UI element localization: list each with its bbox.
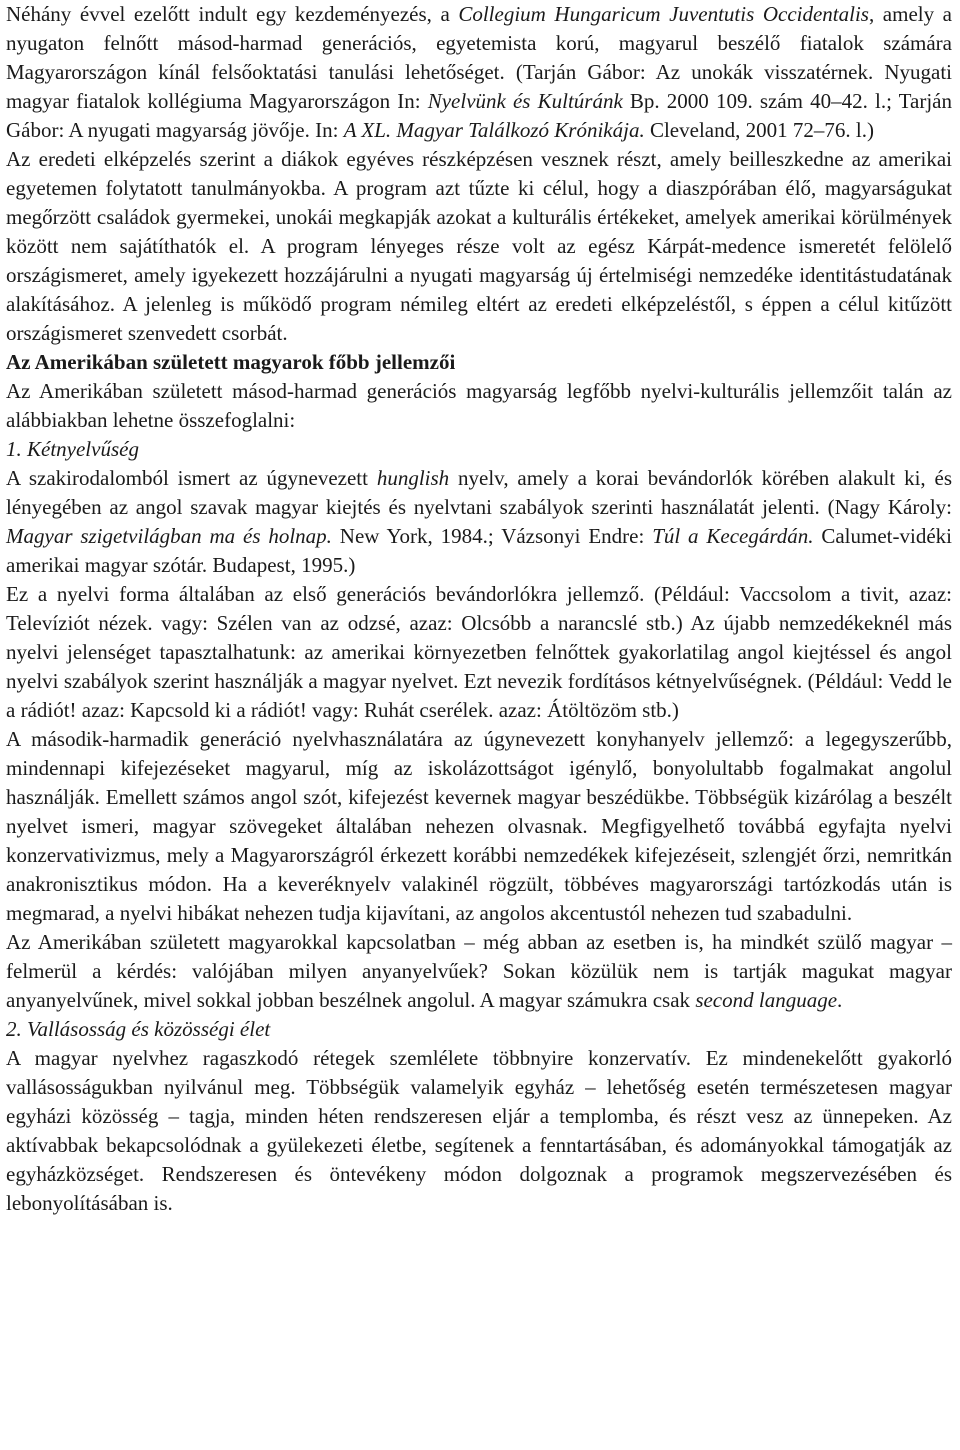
hunglish-text-1: A szakirodalomból ismert az úgynevezett [6, 466, 377, 490]
intro-text-1: Néhány évvel ezelőtt indult egy kezdeményezés, a [6, 2, 459, 26]
hunglish-term: hunglish [376, 466, 450, 490]
section-intro-paragraph: Az Amerikában született másod-harmad generációs magyarság legfőbb nyelvi-kulturális jellemzőit talán az alábbiakban lehetne összefoglalni: [6, 379, 952, 432]
intro-text-4: Cleveland, 2001 72–76. l.) [644, 118, 874, 142]
hunglish-text-4: Calumet-vidéki amerikai magyar szótár. Budapest, 1995.) [6, 524, 952, 577]
second-language-term: second language [695, 988, 838, 1012]
subsection-title-religion: 2. Vallásosság és közösségi élet [6, 1017, 271, 1041]
first-generation-paragraph: Ez a nyelvi forma általában az első generációs bevándorlókra jellemző. (Például: Vaccsolom a tivit, azaz: Televíziót nézek. vagy: Szélen van az odzsé, azaz: Olcsóbb a narancslé stb.) Az újabb nemzedékeknél más nyelvi jelenséget tapasztalhatunk: az amerikai környezetben felnőttek gyakorlatilag angol kiejtéssel és angol nyelvi szabályok szerint használják a magyar nyelvet. Ezt nevezik fordításos kétnyelvűségnek. (Például: Vedd le a rádiót! azaz: Kapcsold ki a rádiót! vagy: Ruhát cserélek. azaz: Átöltözöm stb.) [6, 582, 952, 722]
second-generation-paragraph: A második-harmadik generáció nyelvhasználatára az úgynevezett konyhanyelv jellemző: a legegyszerűbb, mindennapi kifejezéseket magyarul, míg az iskolázottságot igénylő, bonyolultabb fogalmakat angolul használják. Emellett számos angol szót, kifejezést kevernek magyar beszédükbe. Többségük kizárólag a beszélt nyelvet ismeri, magyar szövegeket általában nehezen olvasnak. Megfigyelhető továbbá egyfajta nyelvi konzervativizmus, mely a Magyarországról érkezett korábbi nemzedékek kifejezéseit, szlengjét őrzi, nemritkán anakronisztikus módon. Ha a keveréknyelv valakinél rögzült, többéves magyarországi tartózkodás után is megmarad, a nyelvi hibákat nehezen tudja kijavítani, az angolos akcentustól nehezen tud szabadulni. [6, 727, 952, 925]
religion-paragraph: A magyar nyelvhez ragaszkodó rétegek szemlélete többnyire konzervatív. Ez mindenekelőtt gyakorló vallásosságukban nyilvánul meg. Többségük valamelyik egyház – lehetőség esetén természetesen magyar egyházi közösség – tagja, minden héten rendszeresen eljár a templomba, és részt vesz az ünnepeken. Az aktívabbak bekapcsolódnak a gyülekezeti életbe, segítenek a fenntartásában, és adományokkal támogatják az egyházközséget. Rendszeresen és öntevékeny módon dolgoznak a programok megszervezésében és lebonyolításában is. [6, 1046, 952, 1215]
intro-text-2: , amely a nyugaton felnőtt másod-harmad generációs, egyetemista korú, magyarul beszélő fiatalok számára Magyarországon kínál felsőoktatási tanulási lehetőséget. (Tarján Gábor: Az unokák visszatérnek. Nyugati magyar fiatalok kollégiuma Magyarországon In: [6, 2, 952, 113]
intro-text-3: Bp. 2000 109. szám 40–42. l.; Tarján Gábor: A nyugati magyarság jövője. In: [6, 89, 953, 142]
mother-tongue-text-2: . [837, 988, 843, 1012]
subsection-title-bilingualism: 1. Kétnyelvűség [6, 437, 139, 461]
nagy-book-title: Magyar szigetvilágban ma és holnap. [6, 524, 332, 548]
mother-tongue-paragraph [6, 928, 952, 1015]
intro-paragraph [6, 0, 952, 145]
program-paragraph: Az eredeti elképzelés szerint a diákok egyéves részképzésen vesznek részt, amely beilleszkedne az amerikai egyetemen folytatott tanulmányokba. A program azt tűzte ki célul, hogy a diaszpórában élő, magyarságukat megőrzött családok gyermekei, unokái megkapják azokat a kulturális értékeket, amelyek amerikai körülmények között nem sajátíthatók el. A program lényeges része volt az egész Kárpát-medence ismeretét felölelő országismeret, amely igyekezett hozzájárulni a nyugati magyarság új értelmiségi nemzedéke identitástudatának alakításához. A jelenleg is működő program némileg eltért az eredeti elképzeléstől, s éppen a célul kitűzött országismeret szenvedett csorbát. [6, 147, 952, 345]
intro-college-name: Collegium Hungaricum Juventutis Occidentalis [458, 2, 869, 26]
mother-tongue-text-1: Az Amerikában született magyarokkal kapcsolatban – még abban az esetben is, ha mindkét szülő magyar – felmerül a kérdés: valójában milyen anyanyelvűek? Sokan közülük nem is tartják magukat magyar anyanyelvűnek, mivel sokkal jobban beszélnek angolul. A magyar számukra csak [6, 930, 952, 1012]
hunglish-paragraph [6, 464, 952, 580]
vazsonyi-book-title: Túl a Kecegárdán. [652, 524, 814, 548]
hunglish-text-3: New York, 1984.; Vázsonyi Endre: [331, 524, 653, 548]
intro-journal-title: Nyelvünk és Kultúránk [427, 89, 623, 113]
hunglish-text-2: nyelv, amely a korai bevándorlók körében alakult ki, és lényegében az angol szavak magyar kiejtés és nyelvtani szabályok szerinti használatát jelenti. (Nagy Károly: [6, 466, 952, 519]
intro-chronicle-title: A XL. Magyar Találkozó Krónikája. [343, 118, 645, 142]
section-heading: Az Amerikában született magyarok főbb jellemzői [6, 350, 456, 374]
